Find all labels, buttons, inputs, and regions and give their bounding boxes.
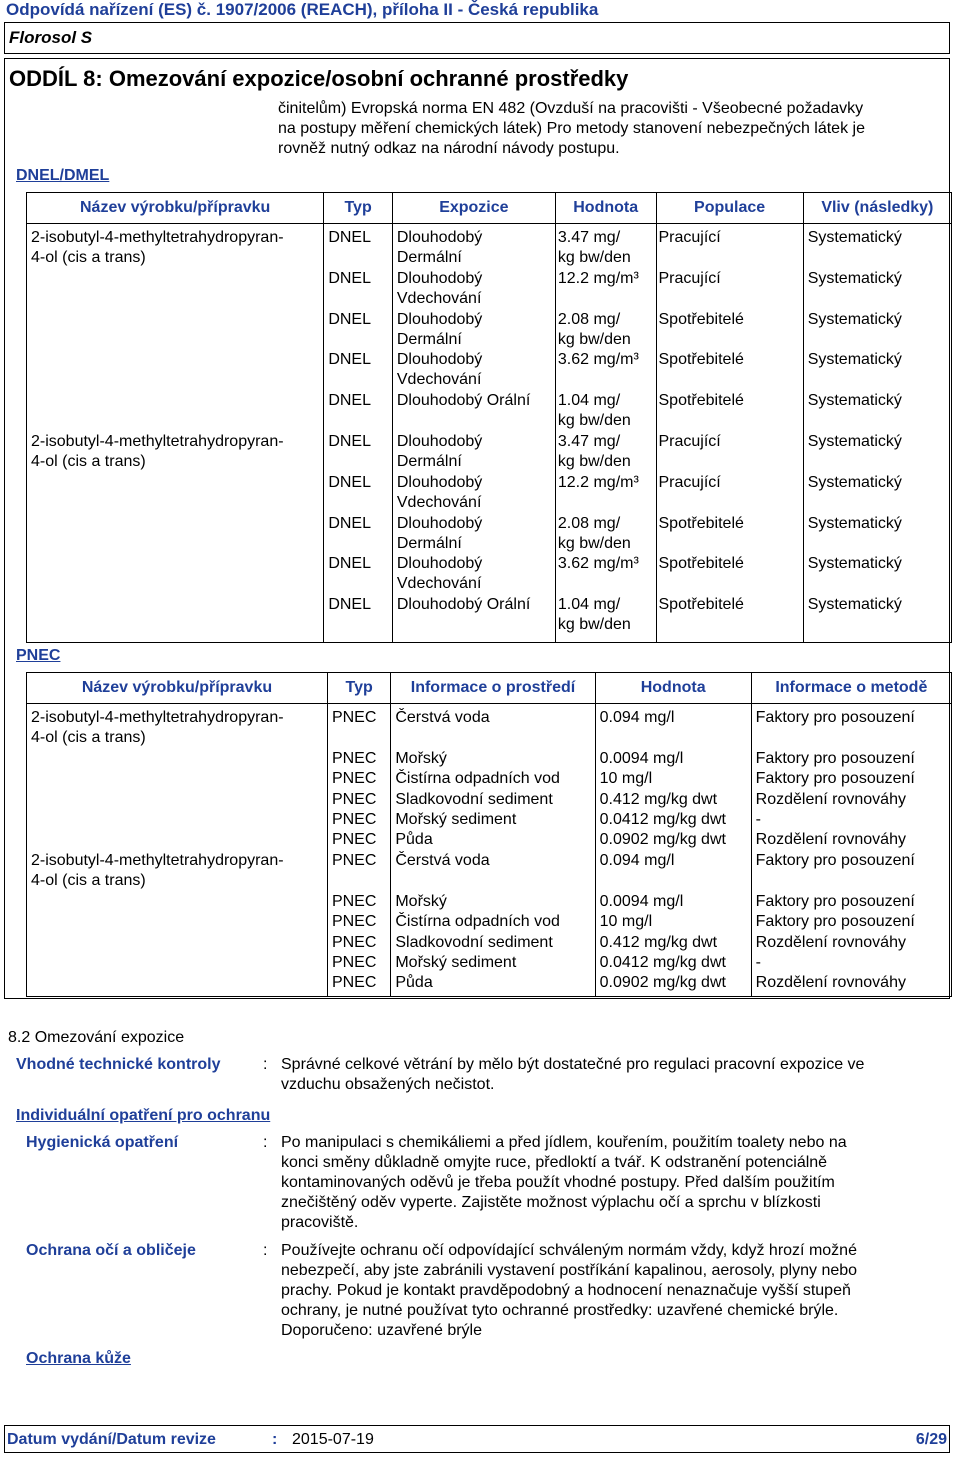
- dnel-population: Spotřebitelé: [658, 555, 744, 572]
- dnel-type: DNEL: [328, 229, 371, 246]
- dnel-population: Pracující: [658, 229, 721, 246]
- pnec-value: 0.094 mg/l: [599, 852, 675, 869]
- dnel-exposure: Dermální: [396, 249, 462, 266]
- text-line: vzduchu obsažených nečistot.: [281, 1076, 495, 1093]
- text-line: Doporučeno: uzavřené brýle: [281, 1322, 483, 1339]
- pnec-type: PNEC: [331, 974, 377, 991]
- product-name: 4-ol (cis a trans): [31, 872, 146, 889]
- dnel-population: Spotřebitelé: [658, 311, 744, 328]
- dnel-exp-col: [392, 224, 555, 643]
- pnec-environment: Mořský: [395, 750, 447, 767]
- dnel-exposure: Vdechování: [396, 575, 482, 592]
- header-product: Název výrobku/přípravku: [27, 193, 324, 224]
- pnec-method: -: [755, 811, 761, 828]
- header-expozice: Expozice: [392, 193, 555, 224]
- dnel-population: Spotřebitelé: [658, 596, 744, 613]
- dnel-effect: Systematický: [807, 311, 902, 328]
- dnel-value: kg bw/den: [557, 453, 631, 470]
- pnec-environment: Půda: [395, 974, 433, 991]
- pnec-type: PNEC: [331, 852, 377, 869]
- pnec-value: 10 mg/l: [599, 770, 653, 787]
- dnel-effect: Systematický: [807, 351, 902, 368]
- dnel-table: [26, 192, 952, 643]
- text-line: Správné celkové větrání by mělo být dostatečné pro regulaci pracovní expozice ve: [281, 1056, 865, 1073]
- dnel-population: Pracující: [658, 474, 721, 491]
- dnel-value: 2.08 mg/: [557, 311, 621, 328]
- dnel-value: 12.2 mg/m³: [557, 270, 639, 287]
- product-name: 4-ol (cis a trans): [31, 249, 146, 266]
- dnel-value: kg bw/den: [557, 249, 631, 266]
- dnel-value: 3.47 mg/: [557, 229, 621, 246]
- pnec-method: Rozdělení rovnováhy: [755, 831, 906, 848]
- product-name: 2-isobutyl-4-methyltetrahydropyran-: [31, 433, 284, 450]
- pnec-environment: Sladkovodní sediment: [395, 934, 553, 951]
- dnel-exposure: Vdechování: [396, 494, 482, 511]
- product-name: 4-ol (cis a trans): [31, 453, 146, 470]
- header-typ: Typ: [327, 673, 390, 704]
- dnel-type: DNEL: [328, 351, 371, 368]
- dnel-type: DNEL: [328, 474, 371, 491]
- dnel-exposure: Dlouhodobý: [396, 311, 483, 328]
- pnec-type: PNEC: [331, 709, 377, 726]
- product-name: 4-ol (cis a trans): [31, 729, 146, 746]
- pnec-type: PNEC: [331, 811, 377, 828]
- header-method: Informace o metodě: [751, 673, 951, 704]
- pnec-met-col: [751, 704, 951, 997]
- dnel-exposure: Dlouhodobý: [396, 515, 483, 532]
- dnel-exposure: Dlouhodobý: [396, 555, 483, 572]
- dnel-value: 2.08 mg/: [557, 515, 621, 532]
- pnec-value: 0.0412 mg/kg dwt: [599, 954, 726, 971]
- pnec-type: PNEC: [331, 791, 377, 808]
- dnel-effect: Systematický: [807, 474, 902, 491]
- header-typ: Typ: [324, 193, 393, 224]
- dnel-val-col: [555, 224, 656, 643]
- footer-page-number: 6/29: [915, 1431, 947, 1448]
- pnec-value: 0.0412 mg/kg dwt: [599, 811, 726, 828]
- tech-controls-label: Vhodné technické kontroly: [16, 1056, 221, 1073]
- individual-protection-link[interactable]: Individuální opatření pro ochranu: [16, 1107, 271, 1124]
- footer: [4, 1425, 950, 1453]
- dnel-effect: Systematický: [807, 433, 902, 450]
- pnec-environment: Čistírna odpadních vod: [395, 913, 560, 930]
- pnec-env-col: [391, 704, 595, 997]
- header-populace: Populace: [656, 193, 803, 224]
- dnel-type: DNEL: [328, 311, 371, 328]
- dnel-effect: Systematický: [807, 515, 902, 532]
- dnel-type: DNEL: [328, 433, 371, 450]
- pnec-type: PNEC: [331, 954, 377, 971]
- dnel-type: DNEL: [328, 270, 371, 287]
- pnec-environment: Půda: [395, 831, 433, 848]
- pnec-typ-col: [327, 704, 390, 997]
- dnel-exposure: Dlouhodobý: [396, 229, 483, 246]
- dnel-population: Spotřebitelé: [658, 392, 744, 409]
- dnel-value: 3.62 mg/m³: [557, 351, 639, 368]
- pnec-value: 0.094 mg/l: [599, 709, 675, 726]
- header-hodnota: Hodnota: [555, 193, 656, 224]
- pnec-method: Rozdělení rovnováhy: [755, 791, 906, 808]
- intro-text: [278, 99, 950, 159]
- pnec-method: Faktory pro posouzení: [755, 913, 915, 930]
- section-title-box: [4, 58, 950, 98]
- dnel-exposure: Dlouhodobý: [396, 270, 483, 287]
- footer-colon: :: [272, 1431, 278, 1448]
- dnel-exposure: Dlouhodobý Orální: [396, 596, 531, 613]
- pnec-value: 0.412 mg/kg dwt: [599, 934, 718, 951]
- dnel-value: kg bw/den: [557, 412, 631, 429]
- intro-line: na postupy měření chemických látek) Pro metody stanovení nebezpečných látek je: [278, 120, 865, 137]
- header-environment: Informace o prostředí: [391, 673, 595, 704]
- colon: :: [263, 1056, 268, 1073]
- dnel-body-row: [27, 224, 952, 643]
- dnel-value: 12.2 mg/m³: [557, 474, 639, 491]
- header-product: Název výrobku/přípravku: [27, 673, 328, 704]
- dnel-exposure: Vdechování: [396, 371, 482, 388]
- header-vliv: Vliv (následky): [803, 193, 951, 224]
- pnec-val-col: [595, 704, 751, 997]
- text-line: Po manipulaci s chemikáliemi a před jídlem, kouřením, použitím toalety nebo na: [281, 1134, 847, 1151]
- dnel-exposure: Dlouhodobý: [396, 351, 483, 368]
- section-title: ODDÍL 8: Omezování expozice/osobní ochranné prostředky: [9, 66, 629, 91]
- footer-date: 2015-07-19: [292, 1431, 374, 1448]
- text-line: prachy. Pokud je kontakt pravděpodobný a hodnocení nenaznačuje vyšší stupeň: [281, 1282, 851, 1299]
- header-hodnota: Hodnota: [595, 673, 751, 704]
- pnec-environment: Čerstvá voda: [395, 852, 490, 869]
- dnel-exposure: Vdechování: [396, 290, 482, 307]
- text-line: nebezpečí, aby jste zabránili vystavení postříkání kapalinou, aerosoly, plyny nebo: [281, 1262, 858, 1279]
- text-line: kontaminovaných oděvů je třeba použít vhodné postupy. Před dalším použitím: [281, 1174, 835, 1191]
- dnel-exposure: Dermální: [396, 331, 462, 348]
- dnel-type: DNEL: [328, 392, 371, 409]
- pnec-environment: Čerstvá voda: [395, 709, 490, 726]
- dnel-value: kg bw/den: [557, 616, 631, 633]
- dnel-exposure: Dermální: [396, 535, 462, 552]
- product-name-box: [4, 22, 950, 54]
- dnel-typ-col: [324, 224, 393, 643]
- skin-protection-link[interactable]: Ochrana kůže: [26, 1350, 131, 1367]
- pnec-environment: Čistírna odpadních vod: [395, 770, 560, 787]
- pnec-method: -: [755, 954, 761, 971]
- pnec-body-row: [27, 704, 952, 997]
- dnel-exposure: Dlouhodobý: [396, 474, 483, 491]
- text-line: ochrany, je nutné používat tyto ochranné prostředky: uzavřené chemické brýle.: [281, 1302, 839, 1319]
- section-8-2-title-text: 8.2 Omezování expozice: [8, 1029, 185, 1046]
- pnec-method: Faktory pro posouzení: [755, 750, 915, 767]
- eye-protection-label: Ochrana očí a obličeje: [26, 1242, 196, 1259]
- dnel-effect: Systematický: [807, 596, 902, 613]
- dnel-exposure: Dlouhodobý: [396, 433, 483, 450]
- pnec-table: [26, 672, 952, 997]
- dnel-exposure: Dlouhodobý Orální: [396, 392, 531, 409]
- pnec-type: PNEC: [331, 770, 377, 787]
- dnel-label[interactable]: DNEL/DMEL: [16, 167, 110, 184]
- pnec-value: 0.412 mg/kg dwt: [599, 791, 718, 808]
- dnel-value: 1.04 mg/: [557, 596, 621, 613]
- pnec-value: 10 mg/l: [599, 913, 653, 930]
- dnel-population: Pracující: [658, 270, 721, 287]
- dnel-header-row: [27, 193, 952, 224]
- text-line: znečištěný oděv vyperte. Zajistěte možnost výplachu očí a sprchu v blízkosti: [281, 1194, 821, 1211]
- dnel-vliv-col: [803, 224, 951, 643]
- tech-controls-text: [281, 1055, 946, 1095]
- pnec-environment: Sladkovodní sediment: [395, 791, 553, 808]
- intro-line: rovněž nutný odkaz na národní návody postupu.: [278, 140, 620, 157]
- text-line: pracoviště.: [281, 1214, 359, 1231]
- dnel-value: 3.62 mg/m³: [557, 555, 639, 572]
- dnel-type: DNEL: [328, 515, 371, 532]
- dnel-population: Spotřebitelé: [658, 351, 744, 368]
- text-line: Používejte ochranu očí odpovídající schváleným normám vždy, když hrozí možné: [281, 1242, 857, 1259]
- pnec-method: Faktory pro posouzení: [755, 893, 915, 910]
- dnel-effect: Systematický: [807, 392, 902, 409]
- pnec-header-row: [27, 673, 952, 704]
- pnec-value: 0.0902 mg/kg dwt: [599, 974, 726, 991]
- dnel-value: 1.04 mg/: [557, 392, 621, 409]
- dnel-value: 3.47 mg/: [557, 433, 621, 450]
- footer-date-label: Datum vydání/Datum revize: [7, 1431, 216, 1448]
- hygiene-label: Hygienická opatření: [26, 1134, 179, 1151]
- dnel-population: Pracující: [658, 433, 721, 450]
- dnel-value: kg bw/den: [557, 535, 631, 552]
- pnec-type: PNEC: [331, 934, 377, 951]
- product-name: 2-isobutyl-4-methyltetrahydropyran-: [31, 852, 284, 869]
- text-line: konci směny důkladně omyjte ruce, předloktí a tvář. K odstranění potenciálně: [281, 1154, 828, 1171]
- regulation-header: Odpovídá nařízení (ES) č. 1907/2006 (REACH), příloha II - Česká republika: [6, 0, 599, 19]
- pnec-value: 0.0094 mg/l: [599, 750, 684, 767]
- pnec-product-col: [27, 704, 328, 997]
- dnel-pop-col: [656, 224, 803, 643]
- pnec-method: Rozdělení rovnováhy: [755, 934, 906, 951]
- pnec-type: PNEC: [331, 913, 377, 930]
- colon: :: [263, 1242, 268, 1259]
- dnel-effect: Systematický: [807, 555, 902, 572]
- dnel-product-col: [27, 224, 324, 643]
- pnec-environment: Mořský sediment: [395, 954, 517, 971]
- pnec-label[interactable]: PNEC: [16, 647, 61, 664]
- product-name: 2-isobutyl-4-methyltetrahydropyran-: [31, 709, 284, 726]
- product-name: 2-isobutyl-4-methyltetrahydropyran-: [31, 229, 284, 246]
- dnel-effect: Systematický: [807, 270, 902, 287]
- intro-line: činitelům) Evropská norma EN 482 (Ovzduší na pracovišti - Všeobecné požadavky: [278, 100, 864, 117]
- pnec-method: Faktory pro posouzení: [755, 709, 915, 726]
- hygiene-text: [281, 1133, 946, 1233]
- dnel-effect: Systematický: [807, 229, 902, 246]
- pnec-value: 0.0094 mg/l: [599, 893, 684, 910]
- pnec-value: 0.0902 mg/kg dwt: [599, 831, 726, 848]
- dnel-type: DNEL: [328, 596, 371, 613]
- product-name: Florosol S: [9, 28, 93, 47]
- pnec-environment: Mořský: [395, 893, 447, 910]
- dnel-type: DNEL: [328, 555, 371, 572]
- pnec-type: PNEC: [331, 893, 377, 910]
- pnec-type: PNEC: [331, 831, 377, 848]
- colon: :: [263, 1134, 268, 1151]
- dnel-exposure: Dermální: [396, 453, 462, 470]
- pnec-method: Faktory pro posouzení: [755, 770, 915, 787]
- pnec-method: Faktory pro posouzení: [755, 852, 915, 869]
- dnel-population: Spotřebitelé: [658, 515, 744, 532]
- eye-protection-text: [281, 1241, 946, 1341]
- dnel-value: kg bw/den: [557, 331, 631, 348]
- pnec-type: PNEC: [331, 750, 377, 767]
- pnec-environment: Mořský sediment: [395, 811, 517, 828]
- section-8-2-title: [8, 1028, 184, 1048]
- pnec-method: Rozdělení rovnováhy: [755, 974, 906, 991]
